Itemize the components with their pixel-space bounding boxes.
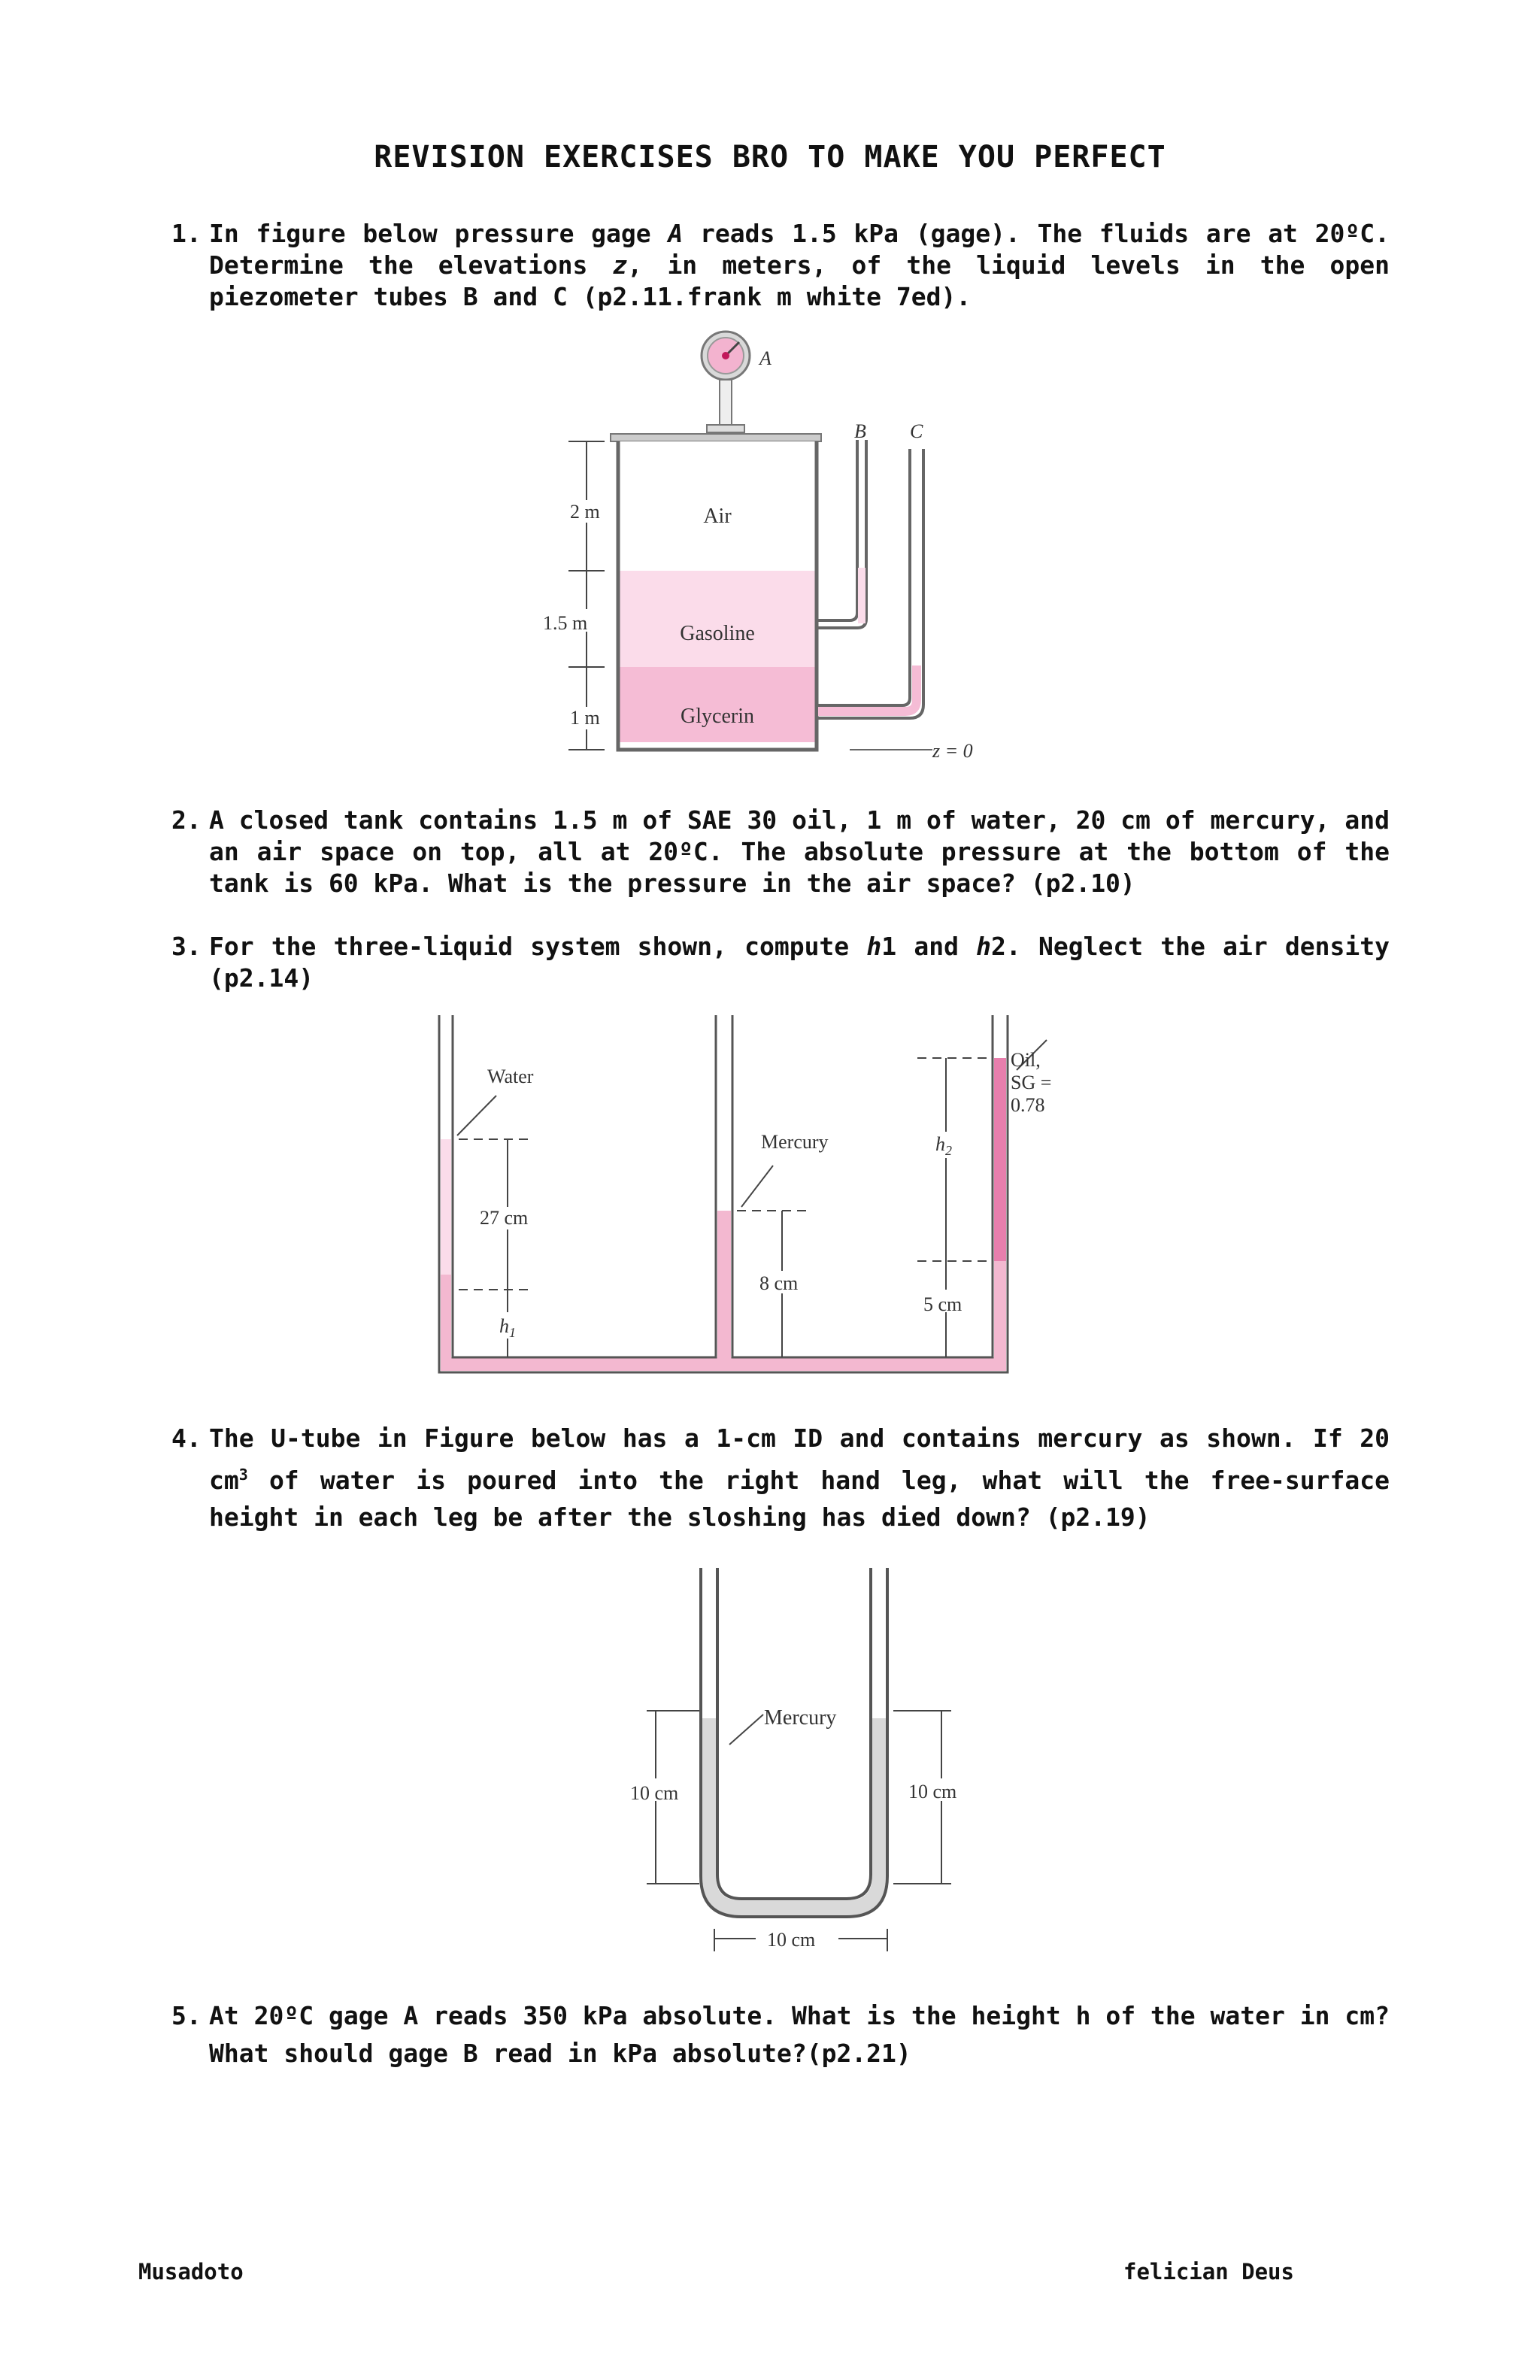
- dim-right: 10 cm: [908, 1781, 957, 1802]
- tube-b-label: B: [854, 420, 866, 442]
- question-number: 3.: [171, 932, 202, 961]
- page-title: REVISION EXERCISES BRO TO MAKE YOU PERFECT: [374, 140, 1166, 174]
- question-text: The U-tube in Figure below has a 1-cm ID and contains mercury as shown. If 20 $cm^3$ of water is poured into the right hand leg, what will the free-surface height in each leg be after the sloshing has died down? (p2.19): [209, 1423, 1390, 1532]
- question-text: A closed tank contains 1.5 m of SAE 30 oil, 1 m of water, 20 cm of mercury, and an air space on top, all at 20ºC. The absolute pressure at the bottom of the tank is 60 kPa. What is the pressure in the air space? (p2.10): [209, 805, 1390, 898]
- mercury-label: Mercury: [764, 1706, 837, 1730]
- air-label: Air: [703, 505, 732, 528]
- question-text: At 20ºC gage A reads 350 kPa absolute. What is the height h of the water in cm? What should gage B read in kPa absolute?(p2.21): [209, 2001, 1390, 2068]
- mercury-label: Mercury: [761, 1131, 829, 1153]
- oil-label-3: 0.78: [1011, 1094, 1045, 1116]
- oil-label-1: Oil,: [1011, 1049, 1041, 1071]
- question-5: [171, 1997, 1390, 2072]
- dim-8cm: 8 cm: [759, 1272, 799, 1294]
- gasoline-label: Gasoline: [680, 622, 755, 645]
- dim-1m: 1 m: [570, 707, 600, 729]
- question-4: [171, 1420, 1390, 1536]
- datum-label: z = 0: [932, 740, 973, 762]
- water-label: Water: [487, 1066, 534, 1087]
- question-number: 1.: [171, 219, 202, 248]
- dim-5cm: 5 cm: [923, 1293, 962, 1315]
- question-text: In figure below pressure gage A reads 1.5 kPa (gage). The fluids are at 20ºC. Determine the elevations z, in meters, of the liquid levels in the open piezometer tubes B and C (p2.11.frank m white 7ed).: [209, 219, 1390, 311]
- oil-label-2: SG =: [1011, 1072, 1052, 1093]
- gasoline-layer: [618, 571, 817, 667]
- dim-bottom: 10 cm: [767, 1929, 816, 1951]
- question-text: For the three-liquid system shown, compute h1 and h2. Neglect the air density (p2.14): [209, 932, 1390, 993]
- dim-2m: 2 m: [570, 501, 600, 523]
- footer-left: Musadoto: [138, 2259, 244, 2284]
- three-liquid-figure: [421, 1004, 1052, 1387]
- dim-27cm: 27 cm: [480, 1207, 529, 1229]
- question-number: 4.: [171, 1423, 202, 1453]
- question-number: 5.: [171, 2001, 202, 2030]
- tank-piezometer-figure: [526, 320, 1008, 771]
- water-column: [441, 1139, 451, 1275]
- dim-left: 10 cm: [630, 1782, 679, 1804]
- tube-c-label: C: [910, 420, 923, 442]
- question-3: [171, 931, 1390, 994]
- dim-h2: $h_2$: [935, 1133, 952, 1158]
- glycerin-label: Glycerin: [681, 705, 754, 728]
- dim-h1: $h_1$: [499, 1315, 516, 1340]
- mercury-left: [441, 1275, 451, 1357]
- mercury-bottom: [441, 1357, 1006, 1371]
- question-1: [171, 218, 1390, 313]
- u-tube-figure: [617, 1560, 993, 1959]
- question-number: 2.: [171, 805, 202, 835]
- question-2: [171, 805, 1390, 899]
- mercury-middle: [717, 1211, 731, 1357]
- dim-1.5m: 1.5 m: [543, 612, 588, 634]
- oil-column: [994, 1058, 1006, 1261]
- footer-right: felician Deus: [1123, 2259, 1294, 2284]
- gage-label: A: [759, 347, 772, 369]
